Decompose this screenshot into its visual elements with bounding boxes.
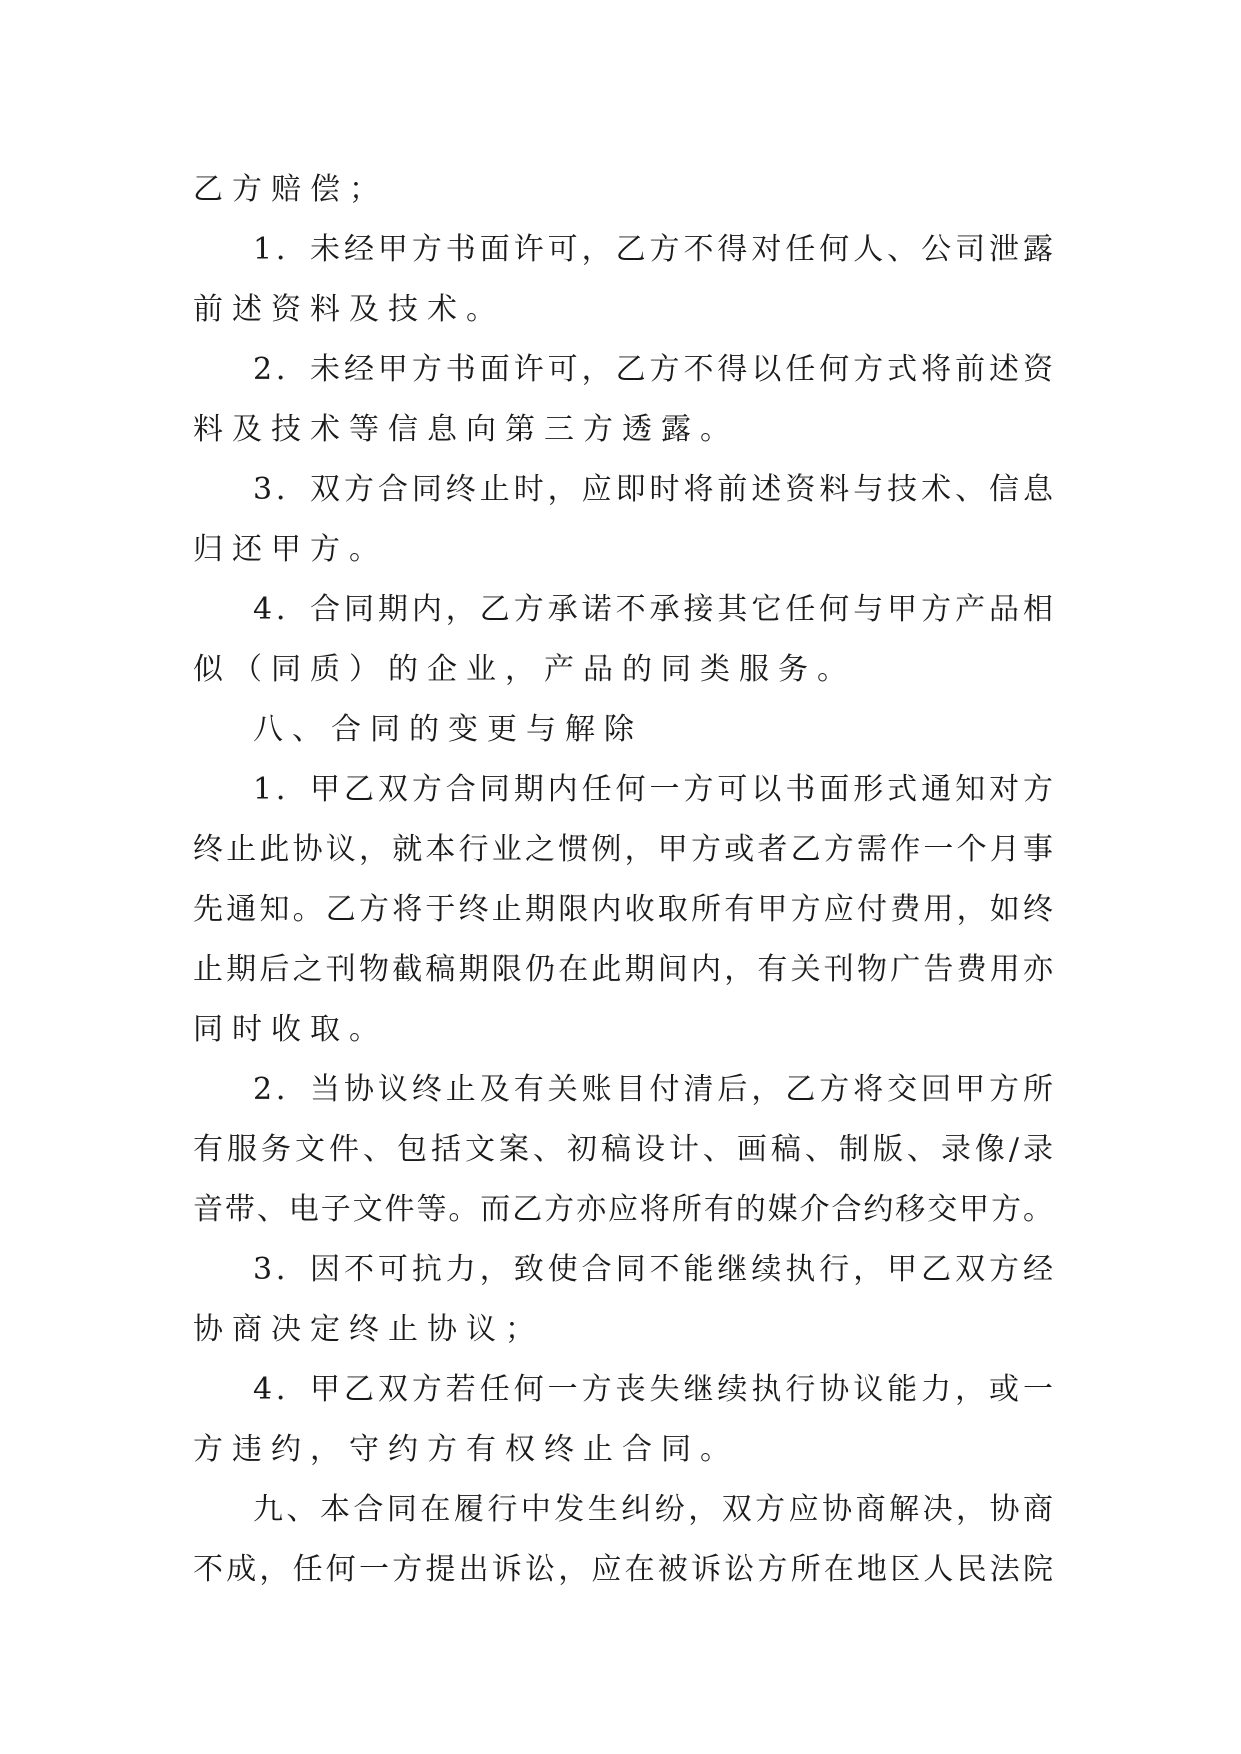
text-line: 归还甲方。: [193, 532, 388, 567]
text-line: 止期后之刊物截稿期限仍在此期间内，有关刊物广告费用亦: [193, 952, 1053, 987]
text-line: 前述资料及技术。: [193, 292, 505, 327]
text-line: 3．双方合同终止时，应即时将前述资料与技术、信息: [253, 472, 1053, 507]
text-line: 3．因不可抗力，致使合同不能继续执行，甲乙双方经: [253, 1252, 1053, 1287]
text-line: 2．未经甲方书面许可，乙方不得以任何方式将前述资: [253, 352, 1053, 387]
text-line: 先通知。乙方将于终止期限内收取所有甲方应付费用，如终: [193, 892, 1053, 927]
text-line: 终止此协议，就本行业之惯例，甲方或者乙方需作一个月事: [193, 832, 1053, 867]
document-page: [193, 160, 1053, 1600]
text-line: 有服务文件、包括文案、初稿设计、画稿、制版、录像/录: [193, 1132, 1053, 1167]
text-line: 协商决定终止协议；: [193, 1312, 544, 1347]
text-line: 2．当协议终止及有关账目付清后，乙方将交回甲方所: [253, 1072, 1053, 1107]
section-heading: 八、合同的变更与解除: [253, 712, 643, 747]
text-line: 九、本合同在履行中发生纠纷，双方应协商解决，协商: [253, 1492, 1053, 1527]
text-line: 不成，任何一方提出诉讼，应在被诉讼方所在地区人民法院: [193, 1552, 1053, 1587]
text-line: 1．甲乙双方合同期内任何一方可以书面形式通知对方: [253, 772, 1053, 807]
text-line: 同时收取。: [193, 1012, 388, 1047]
text-line: 似（同质）的企业，产品的同类服务。: [193, 652, 856, 687]
text-line: 方违约，守约方有权终止合同。: [193, 1432, 739, 1467]
text-line: 4．合同期内，乙方承诺不承接其它任何与甲方产品相: [253, 592, 1053, 627]
text-line: 1．未经甲方书面许可，乙方不得对任何人、公司泄露: [253, 232, 1053, 267]
text-line: 音带、电子文件等。而乙方亦应将所有的媒介合约移交甲方。: [193, 1192, 1053, 1227]
text-line: 乙方赔偿；: [193, 172, 388, 207]
text-line: 4．甲乙双方若任何一方丧失继续执行协议能力，或一: [253, 1372, 1053, 1407]
text-line: 料及技术等信息向第三方透露。: [193, 412, 739, 447]
